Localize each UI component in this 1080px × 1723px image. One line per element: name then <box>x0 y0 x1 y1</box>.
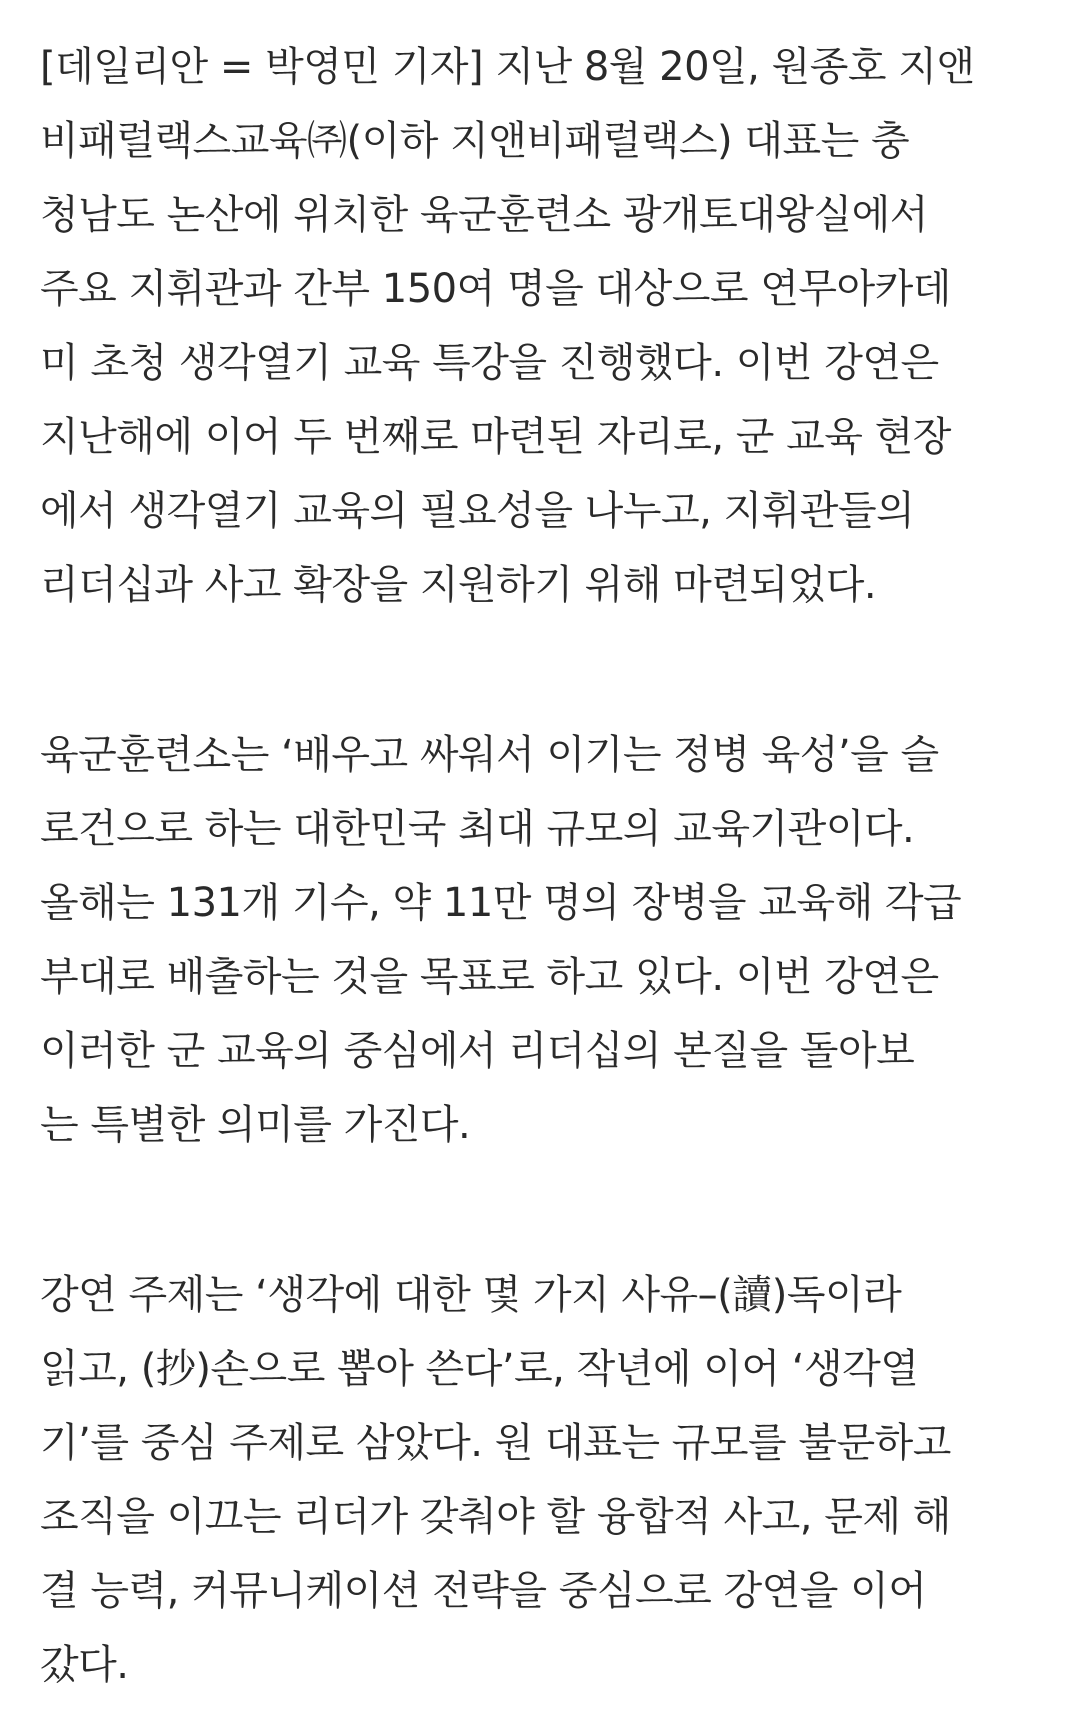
text-line: 강연 주제는 ‘생각에 대한 몇 가지 사유–(讀)독이라 <box>40 1272 902 1318</box>
paragraph-2 <box>40 718 1040 1162</box>
text-line: 주요 지휘관과 간부 150여 명을 대상으로 연무아카데 <box>40 266 951 312</box>
text-line: 는 특별한 의미를 가진다. <box>40 1102 471 1148</box>
text-line: 비패럴랙스교육㈜(이하 지앤비패럴랙스) 대표는 충 <box>40 118 910 164</box>
text-line: 지난해에 이어 두 번째로 마련된 자리로, 군 교육 현장 <box>40 414 951 460</box>
text-line: 결 능력, 커뮤니케이션 전략을 중심으로 강연을 이어 <box>40 1568 927 1614</box>
text-line: 갔다. <box>40 1642 129 1688</box>
text-line: 읽고, (抄)손으로 뽑아 쓴다’로, 작년에 이어 ‘생각열 <box>40 1346 919 1392</box>
text-line: 육군훈련소는 ‘배우고 싸워서 이기는 정병 육성’을 슬 <box>40 732 939 778</box>
text-line: 로건으로 하는 대한민국 최대 규모의 교육기관이다. <box>40 806 915 852</box>
text-line: 조직을 이끄는 리더가 갖춰야 할 융합적 사고, 문제 해 <box>40 1494 951 1540</box>
text-line: 이러한 군 교육의 중심에서 리더십의 본질을 돌아보 <box>40 1028 915 1074</box>
text-line: 청남도 논산에 위치한 육군훈련소 광개토대왕실에서 <box>40 192 928 238</box>
text-line: [데일리안 = 박영민 기자] 지난 8월 20일, 원종호 지앤 <box>40 44 975 90</box>
text-line: 올해는 131개 기수, 약 11만 명의 장병을 교육해 각급 <box>40 880 962 926</box>
text-line: 미 초청 생각열기 교육 특강을 진행했다. 이번 강연은 <box>40 340 939 386</box>
text-line: 기’를 중심 주제로 삼았다. 원 대표는 규모를 불문하고 <box>40 1420 951 1466</box>
paragraph-1 <box>40 30 1040 622</box>
text-line: 리더십과 사고 확장을 지원하기 위해 마련되었다. <box>40 562 877 608</box>
text-line: 부대로 배출하는 것을 목표로 하고 있다. 이번 강연은 <box>40 954 939 1000</box>
paragraph-3 <box>40 1258 1040 1702</box>
text-line: 에서 생각열기 교육의 필요성을 나누고, 지휘관들의 <box>40 488 915 534</box>
